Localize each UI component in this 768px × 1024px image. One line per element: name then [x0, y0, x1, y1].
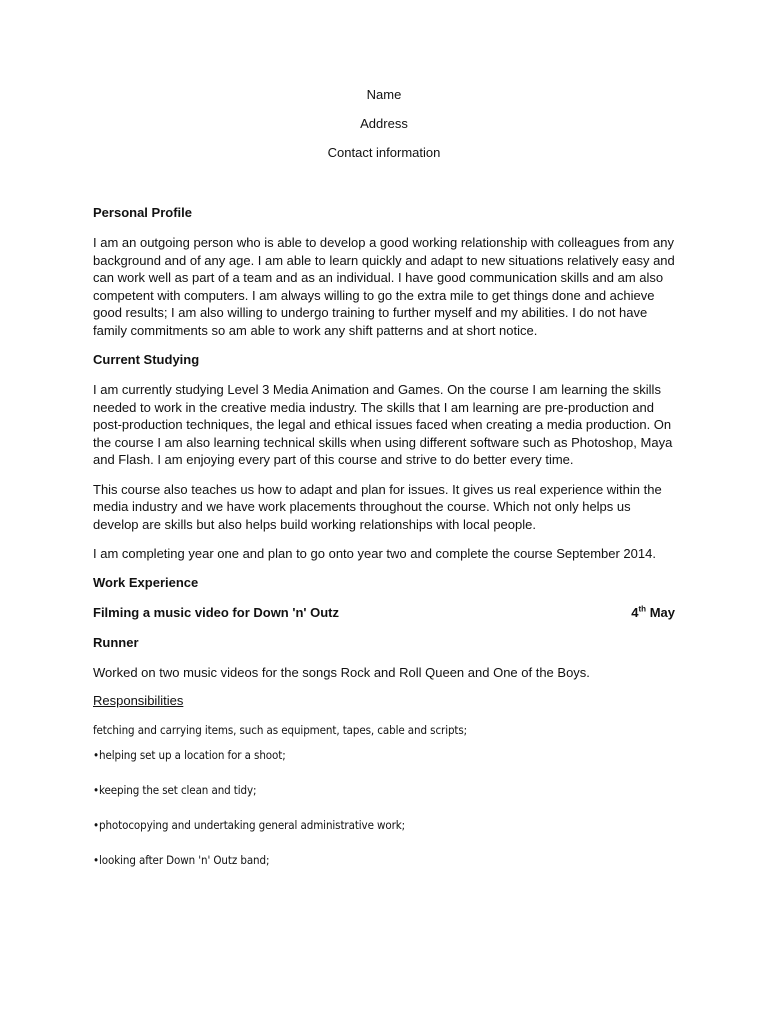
current-studying-heading: Current Studying — [93, 352, 200, 367]
job-title: Filming a music video for Down 'n' Outz — [93, 604, 339, 620]
job-title-row — [93, 604, 675, 622]
studying-paragraph: This course also teaches us how to adapt and plan for issues. It gives us real experience within the media industry and we have work placements throughout the course. Which not only helps us develop are skills but also helps build working relationships with local people. — [93, 481, 662, 532]
job-date-suffix: th — [638, 604, 647, 614]
job-role: Runner — [93, 634, 139, 650]
personal-profile-text: I am an outgoing person who is able to develop a good working relationship with colleagues from any background and of any age. I am able to learn quickly and adapt to new situations relatively easy and can work well as part of a team and as an individual. I have good communication skills and am also competent with computers. I am always willing to go the extra mile to get things done and achieve good results; I am also willing to undergo training to further myself and my abilities. I do not have family commitments so am able to work any shift patterns and at short notice. — [93, 235, 675, 338]
job-description: Worked on two music videos for the songs Rock and Roll Queen and One of the Boys. — [93, 664, 590, 680]
responsibility-item: •helping set up a location for a shoot; — [93, 748, 286, 762]
job-date-month: May — [649, 604, 675, 620]
studying-paragraph: I am currently studying Level 3 Media Animation and Games. On the course I am learning the skills needed to work in the creative media industry. The skills that I am learning are pre-production and post-production techniques, the legal and ethical issues faced when creating a media production. On the course I am also learning technical skills when using different software such as Photoshop, Maya and Flash. I am enjoying every part of this course and strive to do better every time. — [93, 382, 673, 467]
work-experience-heading: Work Experience — [93, 574, 199, 590]
responsibility-item: •looking after Down 'n' Outz band; — [93, 853, 270, 867]
resume-address: Address — [360, 116, 408, 131]
resume-contact: Contact information — [327, 145, 441, 160]
personal-profile-heading: Personal Profile — [93, 205, 192, 220]
studying-paragraph: I am completing year one and plan to go onto year two and complete the course September 2014. — [93, 546, 656, 561]
responsibilities-heading: Responsibilities — [93, 693, 184, 708]
job-date — [631, 604, 675, 622]
resume-name: Name — [366, 87, 402, 102]
responsibility-item: •photocopying and undertaking general administrative work; — [93, 818, 406, 832]
job-date-day: 4 — [631, 604, 639, 620]
responsibility-item: •keeping the set clean and tidy; — [93, 783, 257, 797]
responsibility-item: fetching and carrying items, such as equipment, tapes, cable and scripts; — [93, 723, 468, 737]
resume-page — [93, 86, 675, 868]
